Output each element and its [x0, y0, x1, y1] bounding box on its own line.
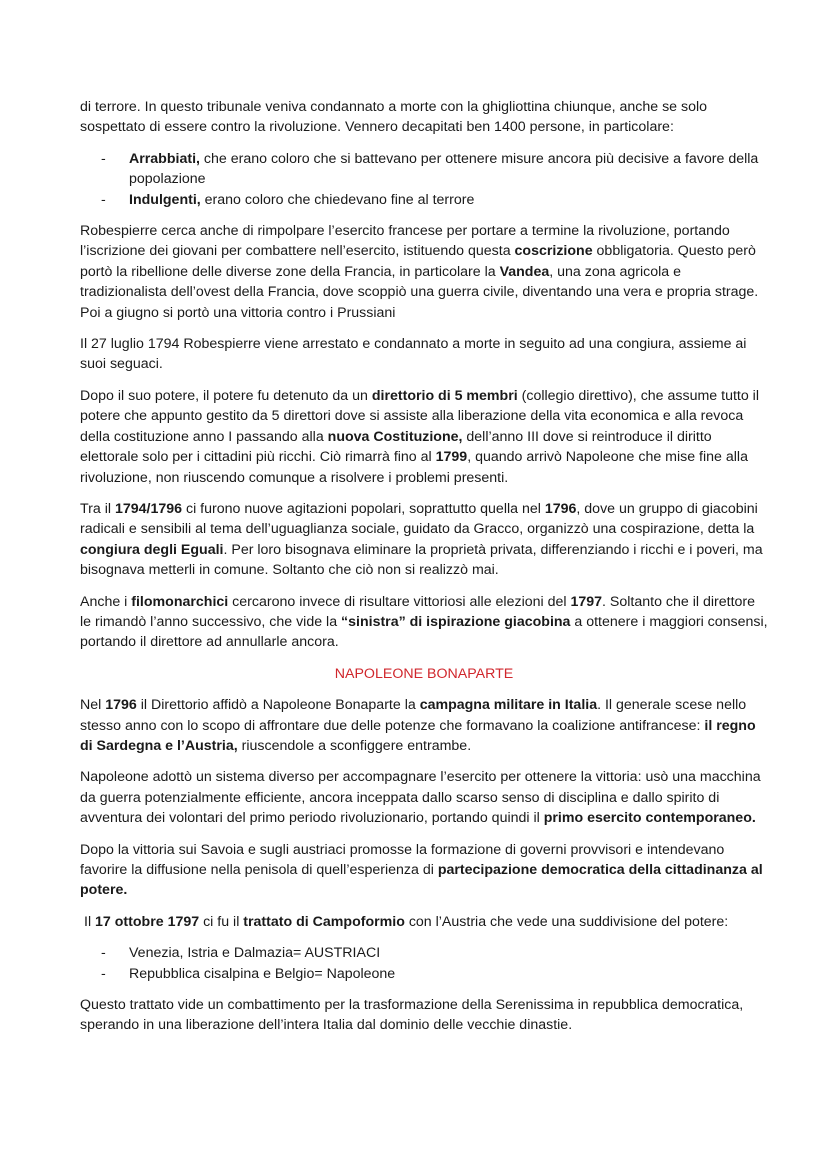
paragraph-army: Napoleone adottò un sistema diverso per accompagnare l’esercito per ottenere la vittoria: usò una macchina da guerra potenzialmente efficiente, ancora inceppata dallo scarso senso di disciplina e dallo spirito di avventura dei volontari del primo periodo rivoluzionario, portando quindi il primo esercito contemporaneo.: [80, 769, 761, 827]
list-item: - Venezia, Istria e Dalmazia= AUSTRIACI: [80, 943, 768, 963]
list-dash: -: [101, 150, 106, 167]
section-heading: NAPOLEONE BONAPARTE: [334, 665, 514, 682]
treaty-list: [80, 943, 768, 984]
paragraph-campoformio: Il 17 ottobre 1797 ci fu il trattato di Campoformio con l’Austria che vede una suddivisione del potere:: [84, 913, 729, 930]
paragraph-equals-conspiracy: Tra il 1794/1796 ci furono nuove agitazioni popolari, soprattutto quella nel 1796, dove un gruppo di giacobini radicali e sensibili al tema dell’uguaglianza sociale, guidato da Gracco, organizzò una cospirazione, detta la congiura degli Eguali. Per loro bisognava eliminare la proprietà privata, differenziando i ricchi e i poveri, ma bisognava metterli in comune. Soltanto che ciò non si realizzò mai.: [80, 500, 763, 579]
list-item: - Repubblica cisalpina e Belgio= Napoleone: [80, 964, 768, 984]
paragraph-robespierre-arrest: Il 27 luglio 1794 Robespierre viene arrestato e condannato a morte in seguito ad una congiura, assieme ai suoi seguaci.: [80, 336, 747, 373]
paragraph-monarchists: Anche i filomonarchici cercarono invece di risultare vittoriosi alle elezioni del 1797. Soltanto che il direttore le rimandò l’anno successivo, che vide la “sinistra” di ispirazione giacobina a ottenere i maggiori consensi, portando il direttore ad annullarle ancora.: [80, 593, 768, 651]
paragraph-provisional-governments: Dopo la vittoria sui Savoia e sugli austriaci promosse la formazione di governi provvisori e intendevano favorire la diffusione nella penisola di quell’esperienza di partecipazione democratica della cittadinanza al potere.: [80, 841, 763, 899]
list-dash: -: [101, 191, 106, 208]
list-dash: -: [101, 945, 106, 962]
paragraph-conscription: Robespierre cerca anche di rimpolpare l’esercito francese per portare a termine la rivoluzione, portando l’iscrizione dei giovani per combattere nell’esercito, istituendo questa coscrizione obbligatoria. Questo però portò la ribellione delle diverse zone della Francia, in particolare la Vandea, una zona agricola e tradizionalista dell’ovest della Francia, dove scoppiò una guerra civile, diventando una vera e propria strage. Poi a giugno si portò una vittoria contro i Prussiani: [80, 223, 759, 321]
paragraph-terror: di terrore. In questo tribunale veniva condannato a morte con la ghigliottina chiunque, anche se solo sospettato di essere contro la rivoluzione. Vennero decapitati ben 1400 persone, in particolare:: [80, 99, 708, 136]
list-dash: -: [101, 965, 106, 982]
factions-list: [80, 149, 768, 210]
paragraph-serenissima: Questo trattato vide un combattimento per la trasformazione della Serenissima in repubblica democratica, sperando in una liberazione dell’intera Italia dal dominio delle vecchie dinastie.: [80, 997, 744, 1034]
paragraph-directory: Dopo il suo potere, il potere fu detenuto da un direttorio di 5 membri (collegio direttivo), che assume tutto il potere che appunto gestito da 5 direttori dove si assiste alla liberazione della vita economica e alla revoca della costituzione anno I passando alla nuova Costituzione, dell’anno III dove si reintroduce il diritto elettorale solo per i cittadini più ricchi. Ciò rimarrà fino al 1799, quando arrivò Napoleone che mise fine alla rivoluzione, non riuscendo comunque a risolvere i problemi presenti.: [80, 387, 759, 486]
paragraph-italy-campaign: Nel 1796 il Direttorio affidò a Napoleone Bonaparte la campagna militare in Italia. Il generale scese nello stesso anno con lo scopo di affrontare due delle potenze che formavano la coalizione antifrancese: il regno di Sardegna e l’Austria, riuscendole a sconfiggere entrambe.: [80, 697, 756, 754]
list-item: - Arrabbiati, che erano coloro che si battevano per ottenere misure ancora più decisive a favore della popolazione: [101, 150, 759, 188]
list-item: - Indulgenti, erano coloro che chiedevano fine al terrore: [80, 190, 768, 210]
